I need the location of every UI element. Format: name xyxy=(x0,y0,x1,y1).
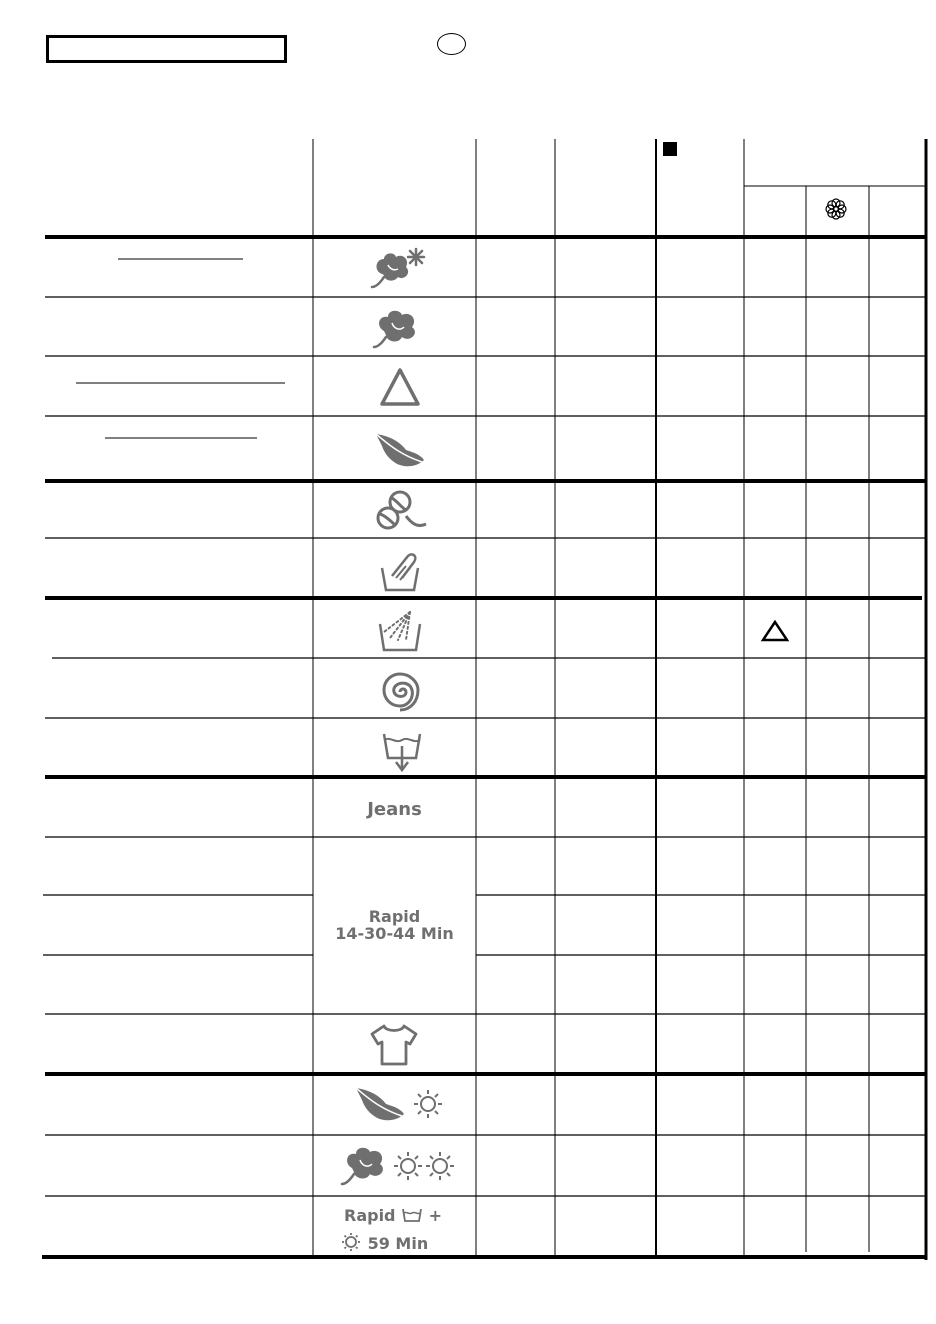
drain-arrow-icon xyxy=(380,728,424,774)
rapid-dry-duration: 59 Min xyxy=(367,1234,429,1253)
tshirt-icon xyxy=(368,1022,420,1068)
hand-wash-icon xyxy=(378,546,422,594)
delicate-feather-icon xyxy=(372,428,428,472)
rapid-dry-line1 xyxy=(344,1207,442,1225)
rapid-program-label xyxy=(313,909,476,943)
cotton-flower-icon xyxy=(372,305,426,351)
jeans-program-label: Jeans xyxy=(367,799,422,820)
plus-sign: + xyxy=(428,1206,443,1225)
rapid-dry-label: Rapid xyxy=(344,1206,396,1225)
feather-dry-icon xyxy=(350,1082,446,1130)
wash-tub-icon xyxy=(401,1207,423,1223)
black-square-icon xyxy=(663,142,677,156)
rapid-label-line2: 14-30-44 Min xyxy=(335,923,454,943)
sun-icon xyxy=(340,1232,362,1252)
flower-icon xyxy=(826,199,846,219)
cotton-stain-icon xyxy=(368,245,432,293)
sun-icon xyxy=(414,1090,442,1118)
rapid-label-line1: Rapid xyxy=(368,907,421,926)
wool-skein-icon xyxy=(372,488,428,534)
spin-spiral-icon xyxy=(378,668,422,714)
rinse-shower-icon xyxy=(376,608,424,654)
triangle-outline-icon xyxy=(763,622,787,640)
synthetic-triangle-icon xyxy=(378,366,422,410)
rapid-dry-line2 xyxy=(340,1232,428,1253)
cotton-dry-icon xyxy=(340,1142,460,1190)
